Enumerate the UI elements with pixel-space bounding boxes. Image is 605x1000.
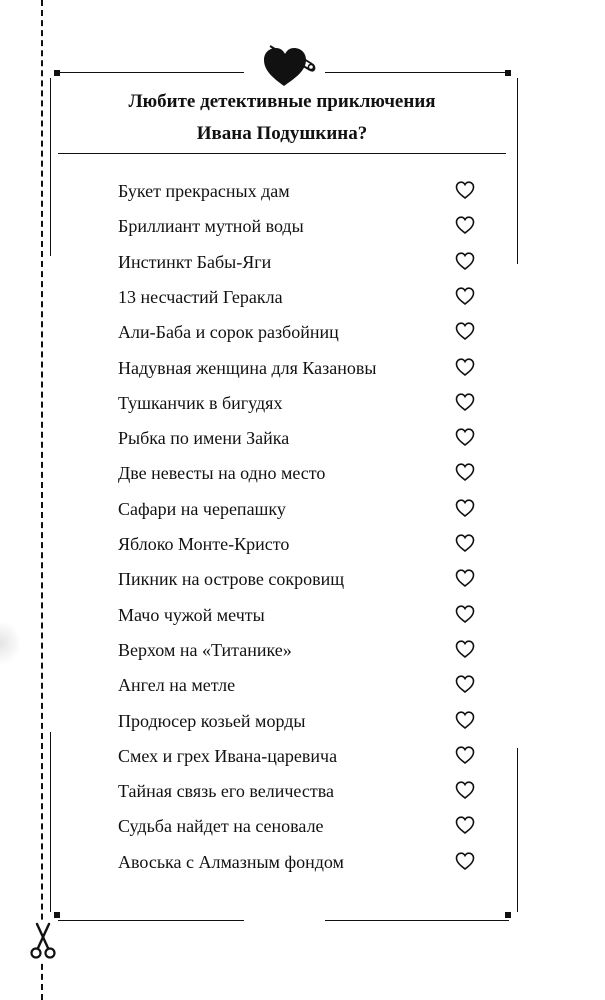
book-title: Ангел на метле bbox=[118, 675, 236, 696]
book-title: Яблоко Монте-Кристо bbox=[118, 534, 290, 554]
list-item bbox=[118, 776, 483, 806]
book-title: Надувная женщина для Казановы bbox=[118, 357, 377, 378]
title-line-2: Ивана Подушкина? bbox=[196, 123, 368, 144]
heart-outline-icon bbox=[454, 603, 476, 625]
book-title: Тушканчик в бигудях bbox=[118, 392, 283, 413]
heart-outline-icon bbox=[454, 179, 476, 201]
heart-outline-icon bbox=[454, 567, 476, 589]
heart-outline-icon bbox=[454, 285, 476, 307]
heart-outline-icon bbox=[454, 497, 476, 519]
list-item bbox=[118, 458, 483, 488]
heart-outline-icon bbox=[454, 532, 476, 554]
heart-outline-icon bbox=[454, 320, 476, 342]
list-item bbox=[118, 670, 483, 700]
heart-outline-icon bbox=[454, 709, 476, 731]
list-item bbox=[118, 494, 483, 524]
heart-outline-icon bbox=[454, 673, 476, 695]
list-item bbox=[118, 564, 483, 594]
list-item bbox=[118, 176, 483, 206]
list-item bbox=[118, 706, 483, 736]
heart-outline-icon bbox=[454, 461, 476, 483]
book-title: Али-Баба и сорок разбойниц bbox=[118, 322, 339, 343]
heart-outline-icon bbox=[454, 814, 476, 836]
book-title: Пикник на острове сокровищ bbox=[118, 569, 345, 590]
book-title: Бриллиант мутной воды bbox=[118, 216, 304, 237]
heart-outline-icon bbox=[454, 391, 476, 413]
book-title: Авоська с Алмазным фондом bbox=[118, 851, 344, 872]
heart-outline-icon bbox=[454, 426, 476, 448]
book-title: Смех и грех Ивана-царевича bbox=[118, 745, 338, 766]
book-title: Верхом на «Титанике» bbox=[118, 639, 292, 660]
book-title: Мачо чужой мечты bbox=[118, 604, 265, 625]
book-title: Букет прекрасных дам bbox=[118, 181, 290, 201]
list-item bbox=[118, 423, 483, 453]
list-item bbox=[118, 847, 483, 877]
list-item bbox=[118, 635, 483, 665]
heart-outline-icon bbox=[454, 850, 476, 872]
list-item bbox=[118, 211, 483, 241]
heart-outline-icon bbox=[454, 250, 476, 272]
list-item bbox=[118, 600, 483, 630]
title-line-1: Любите детективные приключения bbox=[128, 91, 436, 112]
list-item bbox=[118, 317, 483, 347]
book-title: 13 несчастий Геракла bbox=[118, 286, 283, 307]
list-item bbox=[118, 811, 483, 841]
list-item bbox=[118, 353, 483, 383]
list-item bbox=[118, 388, 483, 418]
book-title: Рыбка по имени Зайка bbox=[118, 428, 290, 449]
list-item bbox=[118, 741, 483, 771]
book-title: Продюсер козьей морды bbox=[118, 710, 306, 731]
list-item bbox=[118, 529, 483, 559]
heart-outline-icon bbox=[454, 779, 476, 801]
book-title: Инстинкт Бабы-Яги bbox=[118, 251, 272, 272]
heart-outline-icon bbox=[454, 214, 476, 236]
heart-outline-icon bbox=[454, 744, 476, 766]
book-title: Сафари на черепашку bbox=[118, 498, 286, 519]
list-item bbox=[118, 247, 483, 277]
heart-outline-icon bbox=[454, 638, 476, 660]
book-title: Две невесты на одно место bbox=[118, 463, 326, 484]
list-item bbox=[118, 282, 483, 312]
book-title: Судьба найдет на сеновале bbox=[118, 816, 324, 837]
book-title: Тайная связь его величества bbox=[118, 781, 334, 802]
heart-outline-icon bbox=[454, 356, 476, 378]
